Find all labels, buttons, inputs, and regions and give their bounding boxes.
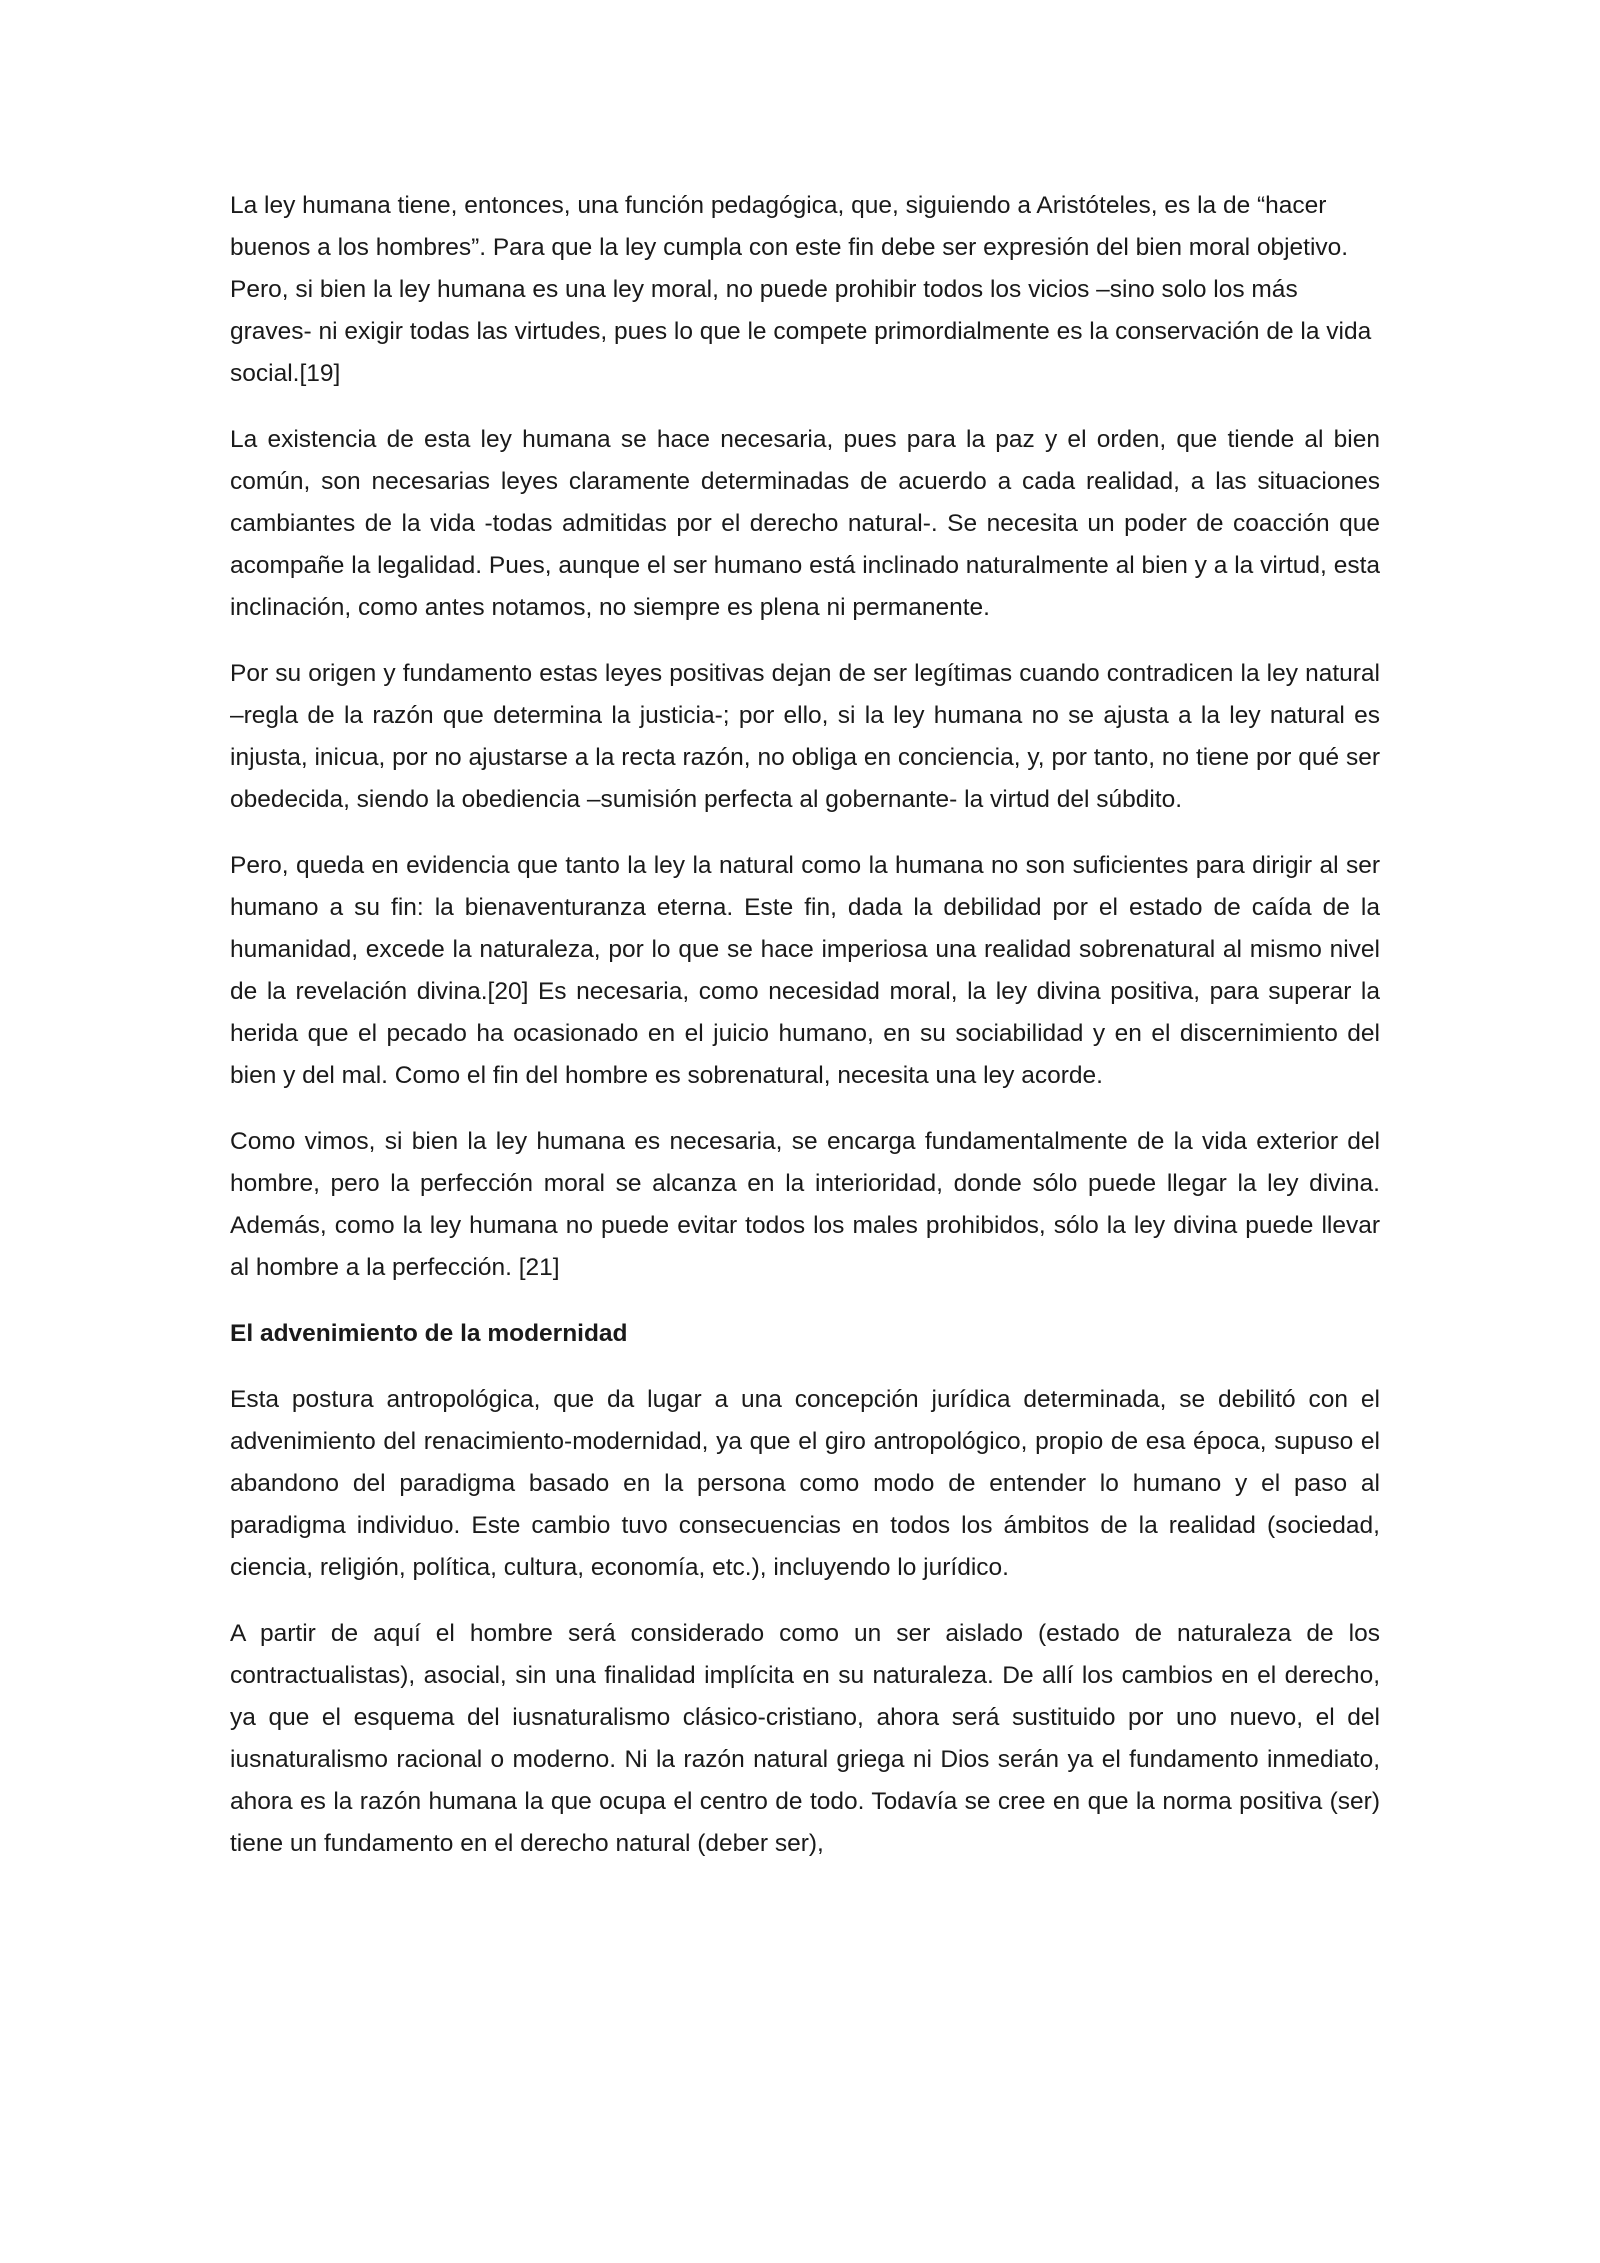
paragraph-perfeccion-moral: Como vimos, si bien la ley humana es necesaria, se encarga fundamentalmente de la vida exterior del hombre, pero la perfección moral se alcanza en la interioridad, donde sólo puede llegar la ley divina. Además, como la ley humana no puede evitar todos los males prohibidos, sólo la ley divina puede llevar al hombre a la perfección. [21] xyxy=(230,1128,1380,1281)
document-page xyxy=(230,185,1380,1889)
section-heading: El advenimiento de la modernidad xyxy=(230,1320,628,1347)
paragraph-postura-antropologica: Esta postura antropológica, que da lugar a una concepción jurídica determinada, se debilitó con el advenimiento del renacimiento-modernidad, ya que el giro antropológico, propio de esa época, supuso el abandono del paradigma basado en la persona como modo de entender lo humano y el paso al paradigma individuo. Este cambio tuvo consecuencias en todos los ámbitos de la realidad (sociedad, ciencia, religión, política, cultura, economía, etc.), incluyendo lo jurídico. xyxy=(230,1386,1380,1581)
paragraph-ley-divina: Pero, queda en evidencia que tanto la ley la natural como la humana no son suficientes para dirigir al ser humano a su fin: la bienaventuranza eterna. Este fin, dada la debilidad por el estado de caída de la humanidad, excede la naturaleza, por lo que se hace imperiosa una realidad sobrenatural al mismo nivel de la revelación divina.[20] Es necesaria, como necesidad moral, la ley divina positiva, para superar la herida que el pecado ha ocasionado en el juicio humano, en su sociabilidad y en el discernimiento del bien y del mal. Como el fin del hombre es sobrenatural, necesita una ley acorde. xyxy=(230,852,1380,1089)
paragraph-origen-fundamento: Por su origen y fundamento estas leyes positivas dejan de ser legítimas cuando contradicen la ley natural –regla de la razón que determina la justicia-; por ello, si la ley humana no se ajusta a la ley natural es injusta, inicua, por no ajustarse a la recta razón, no obliga en conciencia, y, por tanto, no tiene por qué ser obedecida, siendo la obediencia –sumisión perfecta al gobernante- la virtud del súbdito. xyxy=(230,660,1380,813)
paragraph-ley-humana-pedagogica: La ley humana tiene, entonces, una función pedagógica, que, siguiendo a Aristóteles, es la de “hacer buenos a los hombres”. Para que la ley cumpla con este fin debe ser expresión del bien moral objetivo. Pero, si bien la ley humana es una ley moral, no puede prohibir todos los vicios –sino solo los más graves- ni exigir todas las virtudes, pues lo que le compete primordialmente es la conservación de la vida social.[19] xyxy=(230,192,1372,387)
paragraph-existencia-ley-humana: La existencia de esta ley humana se hace necesaria, pues para la paz y el orden, que tiende al bien común, son necesarias leyes claramente determinadas de acuerdo a cada realidad, a las situaciones cambiantes de la vida -todas admitidas por el derecho natural-. Se necesita un poder de coacción que acompañe la legalidad. Pues, aunque el ser humano está inclinado naturalmente al bien y a la virtud, esta inclinación, como antes notamos, no siempre es plena ni permanente. xyxy=(230,426,1380,621)
paragraph-hombre-aislado: A partir de aquí el hombre será considerado como un ser aislado (estado de naturaleza de los contractualistas), asocial, sin una finalidad implícita en su naturaleza. De allí los cambios en el derecho, ya que el esquema del iusnaturalismo clásico-cristiano, ahora será sustituido por uno nuevo, el del iusnaturalismo racional o moderno. Ni la razón natural griega ni Dios serán ya el fundamento inmediato, ahora es la razón humana la que ocupa el centro de todo. Todavía se cree en que la norma positiva (ser) tiene un fundamento en el derecho natural (deber ser), xyxy=(230,1620,1380,1857)
